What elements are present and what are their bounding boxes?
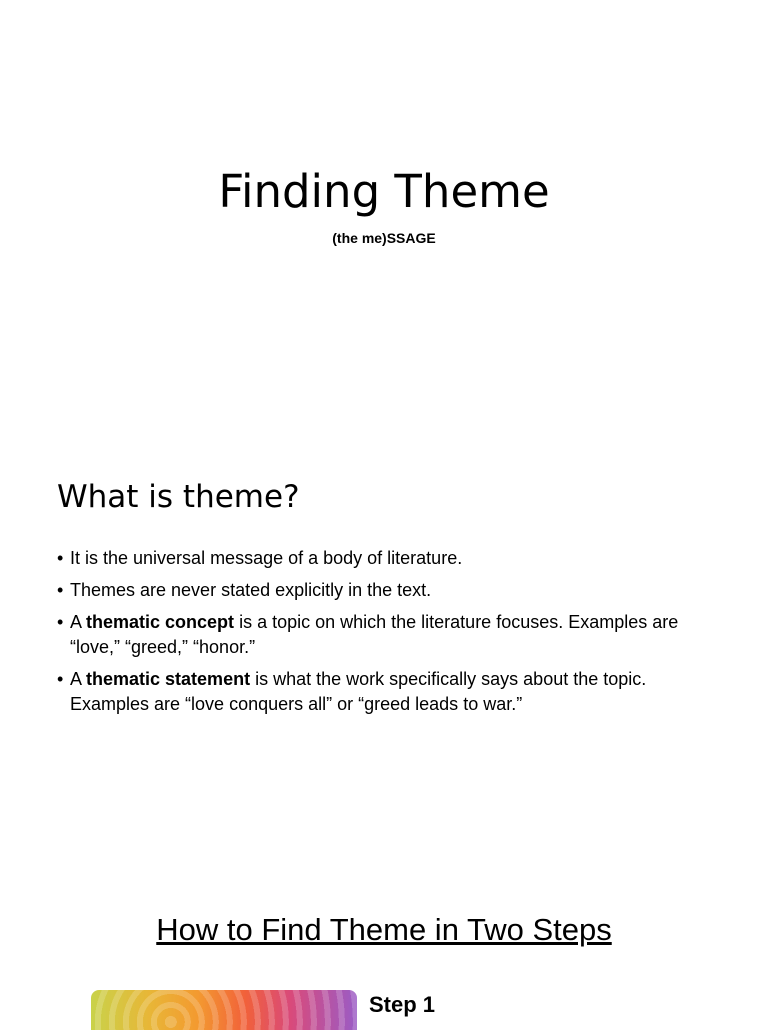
bullet-bold-term: thematic statement [86, 669, 251, 689]
bullet-list [57, 546, 717, 724]
bullet-item [57, 667, 717, 717]
title-slide [0, 0, 768, 440]
bullet-text: A [70, 612, 87, 632]
slide-subtitle: (the me)SSAGE [332, 230, 436, 246]
bullet-item [57, 578, 717, 603]
decorative-butterfly-image [91, 990, 357, 1030]
bullet-marker: • [57, 580, 64, 600]
steps-heading: How to Find Theme in Two Steps [156, 912, 612, 947]
bullet-item [57, 610, 717, 660]
slide-title: Finding Theme [218, 165, 550, 218]
bullet-text: It is the universal message of a body of literature. [70, 548, 463, 568]
bullet-text: is a topic on which the literature focuses. Examples are “love,” “greed,” “honor.” [70, 612, 679, 657]
bullet-bold-term: thematic concept [86, 612, 235, 632]
bullet-text: A [70, 669, 87, 689]
bullet-marker: • [57, 612, 64, 632]
bullet-item [57, 546, 717, 571]
bullet-text: is what the work specifically says about the topic. Examples are “love conquers all” or “greed leads to war.” [70, 669, 647, 714]
bullet-text: Themes are never stated explicitly in the text. [70, 580, 432, 600]
bullet-marker: • [57, 669, 64, 689]
bullet-marker: • [57, 548, 64, 568]
theme-definition-slide [0, 440, 768, 880]
steps-slide [0, 880, 768, 1024]
step-label: Step 1 [369, 992, 436, 1017]
section-heading: What is theme? [57, 479, 300, 515]
